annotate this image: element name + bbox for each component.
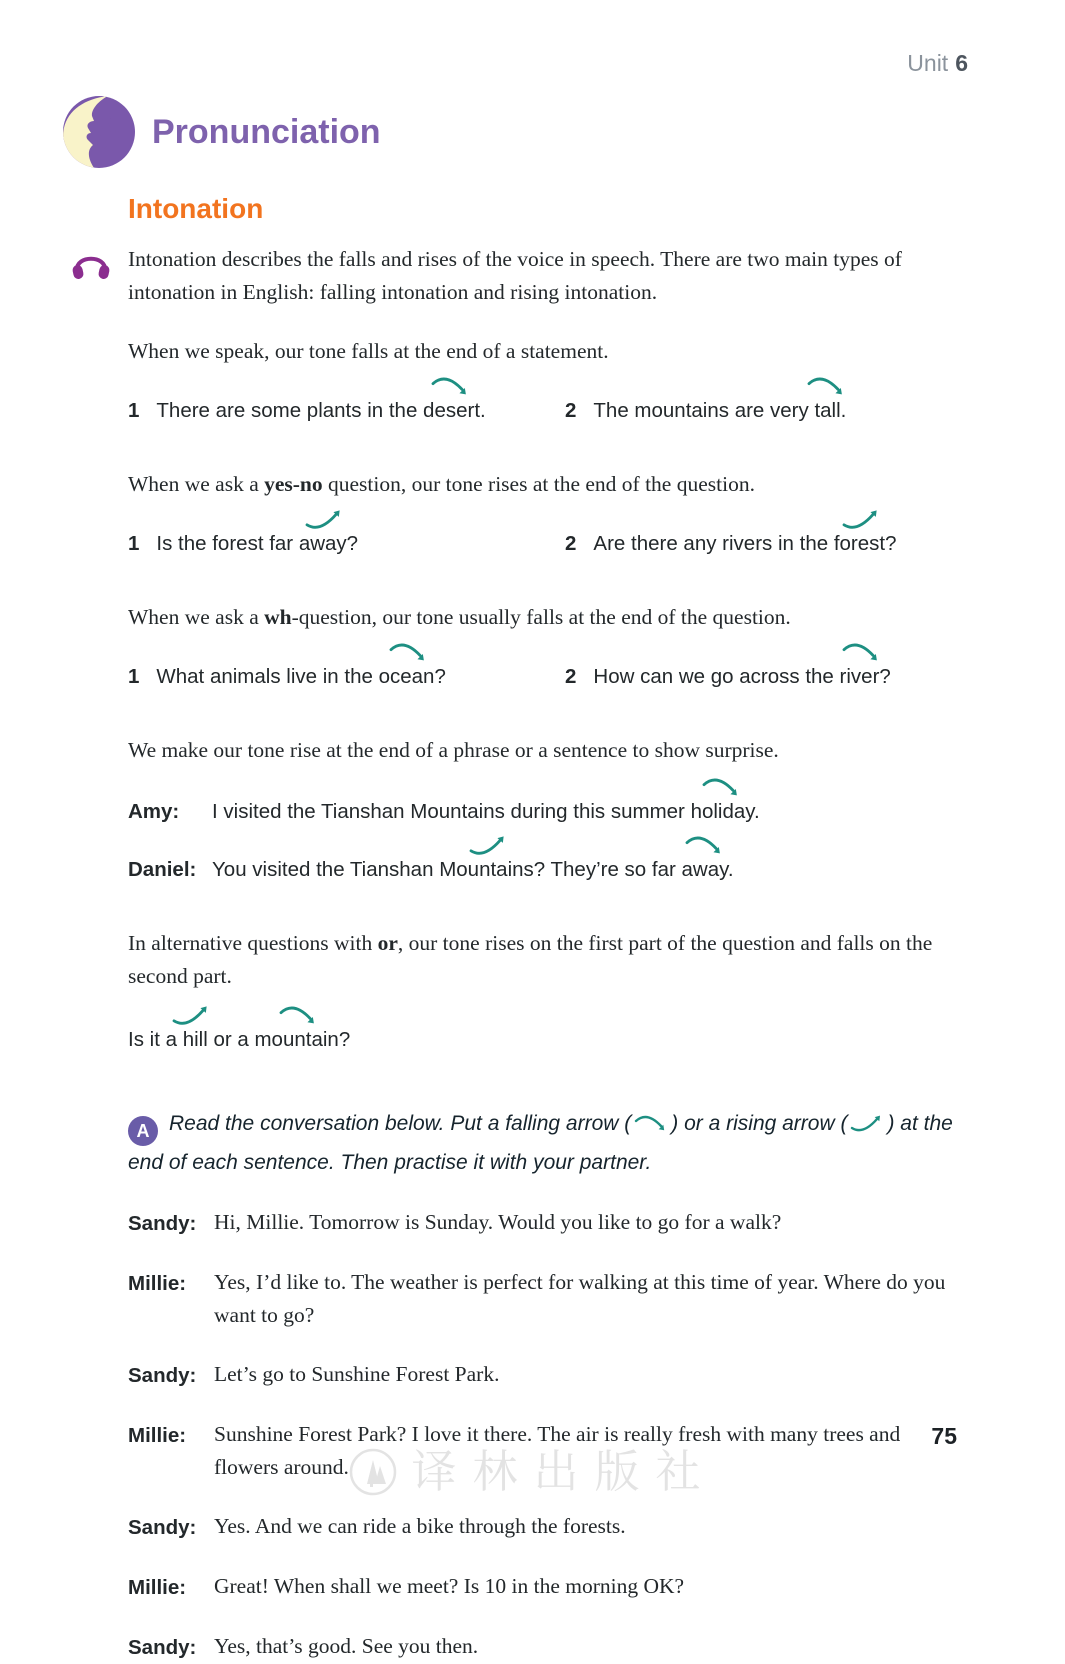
speaker-label: Sandy: — [128, 1636, 197, 1659]
rule-lead-surprise: We make our tone rise at the end of a phrase or a sentence to show surprise. — [128, 738, 779, 762]
example-sentence: Is it a hill or a mountain? — [128, 1027, 964, 1053]
activity-a — [128, 1107, 964, 1664]
conversation-text: Yes. And we can ride a bike through the forests. — [214, 1514, 626, 1538]
conversation-row — [128, 1358, 964, 1392]
dialogue-row — [128, 857, 964, 883]
rule-lead-alternative: In alternative questions with or, our tone rises on the first part of the question and falls on the second part. — [128, 931, 933, 988]
conversation-row — [128, 1630, 964, 1664]
example-sentence: 2 Are there any rivers in the forest? — [565, 531, 964, 557]
unit-number: 6 — [955, 50, 968, 76]
conversation-row — [128, 1206, 964, 1240]
headphones-icon — [71, 246, 111, 287]
example-number: 1 — [128, 399, 140, 422]
example-sentence: 1 Is the forest far away? — [128, 531, 565, 557]
conversation-text: Great! When shall we meet? Is 10 in the morning OK? — [214, 1574, 685, 1598]
conversation-text: Yes, I’d like to. The weather is perfect for walking at this time of year. Where do you want to go? — [214, 1270, 946, 1327]
arrow-word: away. — [682, 858, 734, 881]
arrow-word: ocean? — [379, 665, 446, 688]
speaker-label: Millie: — [128, 1424, 187, 1447]
example-number: 1 — [128, 665, 140, 688]
example-number: 2 — [565, 532, 577, 555]
dialogue-row — [128, 799, 964, 825]
publisher-watermark — [348, 1448, 716, 1496]
speaker-label: Amy: — [128, 800, 180, 823]
rising-arrow-icon — [840, 505, 884, 533]
watermark-text: 译林出版社 — [411, 1446, 717, 1497]
speaker-label: Millie: — [128, 1272, 187, 1295]
dialogue-text: You visited the Tianshan Mountains? They’re so far away. — [212, 857, 964, 883]
falling-arrow-icon — [700, 773, 744, 801]
example-number: 1 — [128, 532, 140, 555]
falling-arrow-icon — [631, 1111, 671, 1135]
conversation-row — [128, 1570, 964, 1604]
conversation-row — [128, 1510, 964, 1544]
rising-arrow-icon — [170, 1001, 214, 1029]
speaker-label: Sandy: — [128, 1516, 197, 1539]
conversation-row — [128, 1266, 964, 1332]
falling-arrow-icon — [840, 638, 884, 666]
arrow-word: Mountains? — [439, 858, 545, 881]
unit-header — [907, 50, 968, 77]
topic-title: Intonation — [128, 193, 264, 224]
example-row — [128, 664, 964, 690]
arrow-word: river? — [840, 665, 891, 688]
example-sentence: 1 What animals live in the ocean? — [128, 664, 565, 690]
falling-arrow-icon — [805, 372, 849, 400]
falling-arrow-icon — [277, 1001, 321, 1029]
falling-arrow-icon — [429, 372, 473, 400]
rule-lead-statement: When we speak, our tone falls at the end of a statement. — [128, 339, 609, 363]
arrow-word: forest? — [834, 532, 897, 555]
example-sentence: 2 The mountains are very tall. — [565, 398, 964, 424]
example-row — [128, 398, 964, 424]
example-row — [128, 531, 964, 557]
conversation-text: Sunshine Forest Park? I love it there. The air is really fresh with many trees and flowers around. — [214, 1422, 901, 1479]
intro-paragraph: Intonation describes the falls and rises of the voice in speech. There are two main types of intonation in English: falling intonation and rising intonation. — [128, 247, 902, 304]
pronunciation-speech-icon — [62, 95, 136, 169]
example-sentence: 1 There are some plants in the desert. — [128, 398, 565, 424]
speaker-label: Sandy: — [128, 1212, 197, 1235]
speaker-label: Daniel: — [128, 858, 197, 881]
unit-label: Unit — [907, 50, 949, 76]
conversation-text: Yes, that’s good. See you then. — [214, 1634, 479, 1658]
falling-arrow-icon — [682, 831, 726, 859]
arrow-word: tall. — [814, 399, 846, 422]
arrow-word: desert. — [423, 399, 486, 422]
falling-arrow-icon — [387, 638, 431, 666]
speaker-label: Millie: — [128, 1576, 187, 1599]
example-sentence: 2 How can we go across the river? — [565, 664, 964, 690]
section-header — [62, 95, 381, 169]
rising-arrow-icon — [303, 505, 347, 533]
rule-lead-yesno: When we ask a yes-no question, our tone rises at the end of the question. — [128, 472, 755, 496]
activity-badge: A — [128, 1116, 158, 1146]
page-number: 75 — [931, 1423, 957, 1449]
arrow-word: away? — [299, 532, 358, 555]
publisher-logo-icon — [348, 1448, 396, 1496]
conversation-text: Let’s go to Sunshine Forest Park. — [214, 1362, 500, 1386]
page-title: Pronunciation — [152, 112, 381, 151]
example-number: 2 — [565, 665, 577, 688]
arrow-word: holiday. — [691, 800, 760, 823]
arrow-word: mountain? — [254, 1028, 350, 1051]
dialogue-text: I visited the Tianshan Mountains during this summer holiday. — [212, 799, 964, 825]
rising-arrow-icon — [847, 1111, 887, 1135]
rising-arrow-icon — [467, 831, 511, 859]
speaker-label: Sandy: — [128, 1364, 197, 1387]
rule-lead-wh: When we ask a wh-question, our tone usually falls at the end of the question. — [128, 605, 791, 629]
arrow-word: hill — [183, 1028, 208, 1051]
activity-instruction: A Read the conversation below. Put a falling arrow ( ) or a rising arrow ( ) at the end of each sentence. Then practise it with your partner. — [128, 1112, 953, 1174]
example-number: 2 — [565, 399, 577, 422]
conversation-text: Hi, Millie. Tomorrow is Sunday. Would you like to go for a walk? — [214, 1210, 782, 1234]
